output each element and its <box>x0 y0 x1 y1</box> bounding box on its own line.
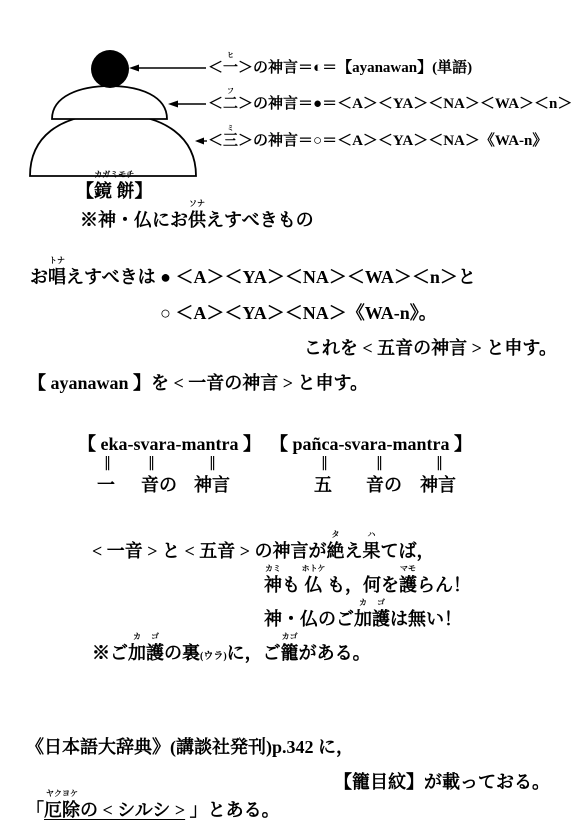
ruby-word <box>146 632 164 663</box>
ruby-word <box>48 256 66 287</box>
underlined-text: の < シルシ > <box>80 800 186 820</box>
consequence-line-4 <box>92 632 371 666</box>
ruby-reading: ホトケ <box>301 564 326 573</box>
equivalence-mark: ‖ <box>209 455 216 471</box>
five-sound-statement: これを < 五音の神言 > と申す。 <box>303 338 557 358</box>
ruby-word <box>223 51 239 76</box>
ruby-base: 絶 <box>326 541 345 561</box>
ruby-reading: トナ <box>49 256 65 265</box>
talisman-quote <box>26 789 280 820</box>
equivalence-mark: ‖ <box>104 455 111 471</box>
eka-gloss-sound: 音の <box>141 475 177 495</box>
ruby-word <box>44 789 80 820</box>
ruby-reading: フ <box>227 87 235 95</box>
arrow-to-upper-tier <box>168 101 206 108</box>
quote-open: 「 <box>26 800 44 820</box>
ruby-word <box>280 632 299 663</box>
one-sound-statement: 【 ayanawan 】を < 一音の神言 > と申す。 <box>28 373 369 393</box>
ruby-reading: マモ <box>400 564 416 573</box>
upper-tier-label <box>208 87 573 112</box>
text-segment: < 一音 > と < 五音 > の神言が <box>92 541 327 561</box>
ruby-base: 厄除 <box>44 800 80 820</box>
text-segment: ※ご <box>92 643 128 663</box>
text-segment: お <box>30 267 48 287</box>
ruby-reading: ソナ <box>189 199 205 208</box>
eka-gloss-mantra: 神言 <box>194 475 230 495</box>
ruby-word <box>399 564 417 595</box>
mochi-upper-tier <box>52 86 167 119</box>
label-text: ＞の神言＝●＝＜A＞＜YA＞＜NA＞＜WA＞＜n＞ <box>238 96 573 112</box>
text-segment: は無い！ <box>390 609 462 629</box>
consequence-line-1 <box>92 530 435 561</box>
arrow-to-top-ball <box>129 65 206 72</box>
ruby-reading: カガミモチ <box>94 170 135 179</box>
ruby-word <box>223 124 239 149</box>
panca-gloss-mantra: 神言 <box>420 475 456 495</box>
panca-svara-mantra-term: 【 pañca-svara-mantra 】 <box>270 434 472 454</box>
quote-close: 」とある。 <box>185 800 280 820</box>
ruby-reading: カ <box>359 598 367 607</box>
ruby-word <box>188 199 206 230</box>
ruby-base: 二 <box>223 96 239 112</box>
ruby-word <box>372 598 390 629</box>
label-text: ＞の神言＝◐＝【ayanawan】(単語) <box>238 60 473 76</box>
eka-gloss-one: 一 <box>97 475 115 495</box>
ruby-base: 護 <box>146 643 164 663</box>
ruby-word <box>128 632 146 663</box>
dictionary-reference: 《日本語大辞典》(講談社発刊)p.342 に， <box>26 737 354 757</box>
ruby-word <box>223 87 239 112</box>
label-bracket: ＜ <box>208 60 224 76</box>
panca-gloss-sound: 音の <box>366 475 402 495</box>
text-segment: の裏 <box>164 643 200 663</box>
ruby-base: 加 <box>354 609 372 629</box>
ruby-reading: カミ <box>265 564 281 573</box>
ruby-reading: ヤクヨケ <box>46 789 78 798</box>
ruby-reading: ミ <box>227 124 235 132</box>
ruby-reading: タ <box>331 530 340 539</box>
consequence-line-3 <box>264 598 462 629</box>
text-segment: えすべきは ● ＜A＞＜YA＞＜NA＞＜WA＞＜n＞と <box>66 267 476 287</box>
mochi-top-ball <box>91 50 129 88</box>
heading-close-bracket: 】 <box>134 181 153 201</box>
kagami-mochi-illustration <box>0 0 212 190</box>
top-ball-label <box>208 51 473 76</box>
ruby-base: 籠 <box>280 643 299 663</box>
text-segment: も <box>282 575 305 595</box>
ruby-reading: カ <box>133 632 141 641</box>
ruby-reading: ハ <box>367 530 376 539</box>
chant-line-1 <box>30 256 476 287</box>
ruby-word <box>264 564 282 595</box>
text-segment: てば， <box>380 541 435 561</box>
reading-annotation: (ウラ) <box>200 651 227 662</box>
ruby-word <box>301 564 326 595</box>
text-segment: ※神・仏にお <box>80 210 188 230</box>
panca-gloss-five: 五 <box>314 475 332 495</box>
ruby-word <box>362 530 381 561</box>
ruby-base: 仏 <box>304 575 323 595</box>
ruby-reading: ゴ <box>377 598 385 607</box>
label-bracket: ＜ <box>208 96 224 112</box>
heading-open-bracket: 【 <box>76 181 94 201</box>
ruby-base: 加 <box>128 643 146 663</box>
ruby-word <box>354 598 372 629</box>
eka-svara-mantra-term: 【 eka-svara-mantra 】 <box>78 434 261 454</box>
label-bracket: ＜ <box>208 133 224 149</box>
equivalence-mark: ‖ <box>148 455 155 471</box>
ruby-base: 一 <box>223 60 239 76</box>
ruby-base: 唱 <box>48 267 66 287</box>
ruby-base: 供 <box>188 210 206 230</box>
consequence-line-2 <box>264 564 471 595</box>
text-segment: に，ご <box>226 643 281 663</box>
offering-note <box>80 199 314 230</box>
ruby-word <box>94 170 135 201</box>
equivalence-mark: ‖ <box>436 455 443 471</box>
ruby-base: 三 <box>223 133 239 149</box>
kagami-mochi-heading <box>76 170 153 201</box>
text-segment: がある。 <box>298 643 371 663</box>
text-segment: も，何を <box>322 575 399 595</box>
text-segment: 神・仏のご <box>264 609 354 629</box>
kagome-crest-note: 【籠目紋】が載っておる。 <box>334 772 550 792</box>
lower-tier-label <box>208 124 548 149</box>
ruby-base: 護 <box>372 609 390 629</box>
text-segment: らん！ <box>417 575 471 595</box>
ruby-reading: カゴ <box>281 632 298 641</box>
label-text: ＞の神言＝○＝＜A＞＜YA＞＜NA＞《WA-n》 <box>238 133 548 149</box>
ruby-reading: ヒ <box>227 51 235 59</box>
ruby-base: 神 <box>264 575 282 595</box>
ruby-reading: ゴ <box>151 632 159 641</box>
chant-line-2: ○ ＜A＞＜YA＞＜NA＞《WA-n》。 <box>160 303 437 323</box>
ruby-word <box>326 530 345 561</box>
equivalence-mark: ‖ <box>376 455 383 471</box>
ruby-base: 鏡 餅 <box>94 181 135 201</box>
ruby-base: 護 <box>399 575 417 595</box>
equivalence-mark: ‖ <box>321 455 328 471</box>
mochi-lower-tier <box>30 114 196 176</box>
ruby-base: 果 <box>362 541 381 561</box>
text-segment: え <box>344 541 363 561</box>
text-segment: えすべきもの <box>206 210 314 230</box>
arrow-to-lower-tier <box>195 138 207 145</box>
